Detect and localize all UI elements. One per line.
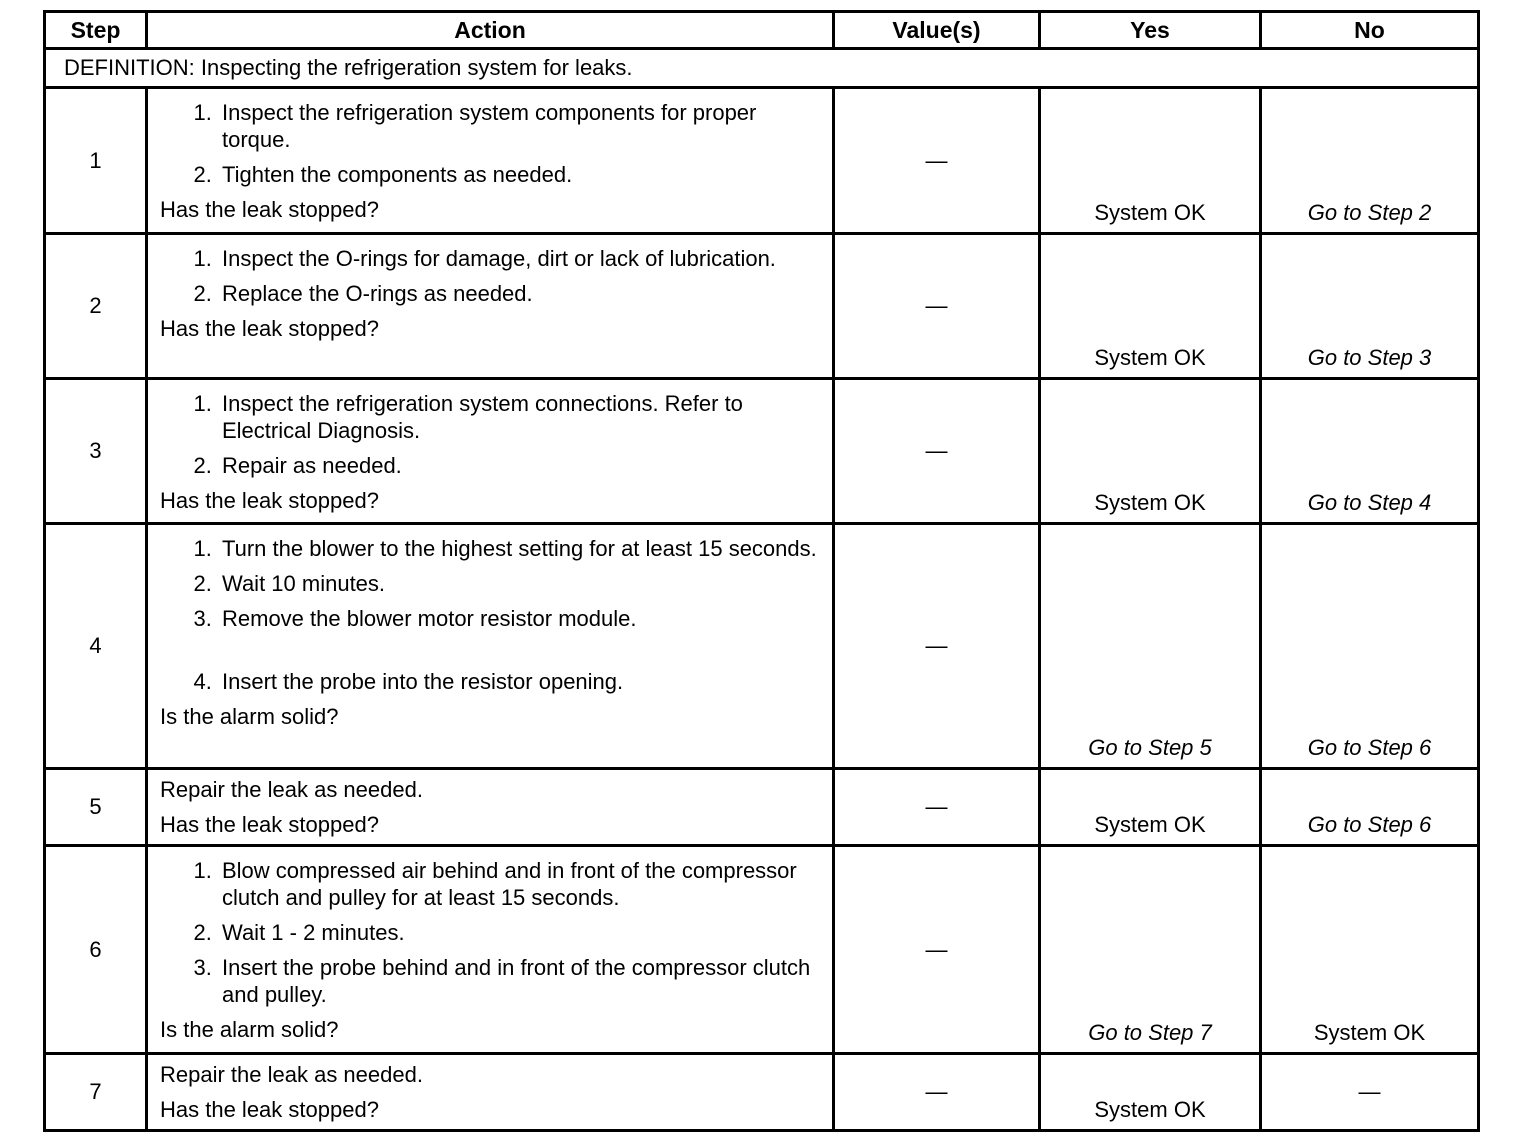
definition-row [45, 49, 1479, 88]
no-result: Go to Step 4 [1307, 490, 1432, 515]
action-question: Has the leak stopped? [160, 316, 379, 341]
action-text: Repair the leak as needed. [160, 777, 423, 802]
no-cell [1261, 846, 1479, 1054]
step-number: 6 [45, 846, 147, 1054]
list-item: 2. Tighten the components as needed. [218, 161, 820, 188]
step-number: 1 [45, 88, 147, 234]
yes-result: System OK [1094, 812, 1206, 837]
yes-cell [1040, 234, 1261, 379]
action-question: Has the leak stopped? [160, 488, 379, 513]
header-yes: Yes [1040, 12, 1261, 49]
yes-cell [1040, 769, 1261, 846]
value-cell: — [834, 379, 1040, 524]
list-item: 2. Wait 10 minutes. [218, 570, 820, 597]
header-row [45, 12, 1479, 49]
action-question: Has the leak stopped? [160, 197, 379, 222]
action-question: Has the leak stopped? [160, 1097, 379, 1122]
action-list [160, 857, 820, 1008]
no-cell [1261, 379, 1479, 524]
value-cell: — [834, 769, 1040, 846]
action-text: Repair the leak as needed. [160, 1062, 423, 1087]
table-row [45, 846, 1479, 1054]
list-item: 1. Turn the blower to the highest setting for at least 15 seconds. [218, 535, 820, 562]
no-result: Go to Step 6 [1307, 812, 1432, 837]
no-cell [1261, 769, 1479, 846]
list-item: 1. Inspect the O-rings for damage, dirt or lack of lubrication. [218, 245, 820, 272]
yes-result: Go to Step 5 [1088, 735, 1212, 760]
list-item: 3. Remove the blower motor resistor module. [218, 605, 820, 632]
value-cell: — [834, 524, 1040, 769]
action-list [160, 535, 820, 695]
value-cell: — [834, 88, 1040, 234]
diagnostic-table-container [43, 10, 1477, 1132]
table-row [45, 88, 1479, 234]
table-row [45, 769, 1479, 846]
action-question: Has the leak stopped? [160, 812, 379, 837]
action-cell [147, 769, 834, 846]
action-cell [147, 1054, 834, 1131]
no-cell [1261, 1054, 1479, 1131]
header-no: No [1261, 12, 1479, 49]
no-cell [1261, 234, 1479, 379]
action-cell [147, 234, 834, 379]
action-list [160, 245, 820, 307]
yes-result: Go to Step 7 [1088, 1020, 1212, 1045]
value-cell: — [834, 234, 1040, 379]
step-number: 3 [45, 379, 147, 524]
action-cell [147, 88, 834, 234]
value-cell: — [834, 1054, 1040, 1131]
header-values: Value(s) [834, 12, 1040, 49]
list-item: 4. Insert the probe into the resistor opening. [218, 668, 820, 695]
no-result: Go to Step 3 [1307, 345, 1432, 370]
step-number: 7 [45, 1054, 147, 1131]
yes-result: System OK [1094, 200, 1206, 225]
step-number: 2 [45, 234, 147, 379]
action-question: Is the alarm solid? [160, 704, 339, 729]
table-row [45, 1054, 1479, 1131]
table-row [45, 234, 1479, 379]
step-number: 4 [45, 524, 147, 769]
yes-result: System OK [1094, 345, 1206, 370]
definition-text: DEFINITION: Inspecting the refrigeration system for leaks. [45, 49, 1479, 88]
no-result: — [1358, 1079, 1381, 1104]
value-cell: — [834, 846, 1040, 1054]
list-item: 2. Replace the O-rings as needed. [218, 280, 820, 307]
yes-cell [1040, 88, 1261, 234]
no-cell [1261, 524, 1479, 769]
step-number: 5 [45, 769, 147, 846]
action-list [160, 390, 820, 479]
header-step: Step [45, 12, 147, 49]
list-item: 3. Insert the probe behind and in front of the compressor clutch and pulley. [218, 954, 820, 1008]
yes-result: System OK [1094, 1097, 1206, 1122]
yes-cell [1040, 524, 1261, 769]
list-item: 1. Inspect the refrigeration system connections. Refer to Electrical Diagnosis. [218, 390, 820, 444]
yes-result: System OK [1094, 490, 1206, 515]
no-result: System OK [1313, 1020, 1426, 1045]
yes-cell [1040, 1054, 1261, 1131]
action-list [160, 99, 820, 188]
action-cell [147, 379, 834, 524]
list-item: 1. Inspect the refrigeration system components for proper torque. [218, 99, 820, 153]
yes-cell [1040, 846, 1261, 1054]
table-row [45, 524, 1479, 769]
diagnostic-table [43, 10, 1480, 1132]
yes-cell [1040, 379, 1261, 524]
action-cell [147, 524, 834, 769]
list-item: 2. Wait 1 - 2 minutes. [218, 919, 820, 946]
action-question: Is the alarm solid? [160, 1017, 339, 1042]
no-cell [1261, 88, 1479, 234]
table-row [45, 379, 1479, 524]
list-item: 1. Blow compressed air behind and in front of the compressor clutch and pulley for at least 15 seconds. [218, 857, 820, 911]
no-result: Go to Step 2 [1307, 200, 1432, 225]
header-action: Action [147, 12, 834, 49]
action-cell [147, 846, 834, 1054]
no-result: Go to Step 6 [1307, 735, 1432, 760]
list-item: 2. Repair as needed. [218, 452, 820, 479]
